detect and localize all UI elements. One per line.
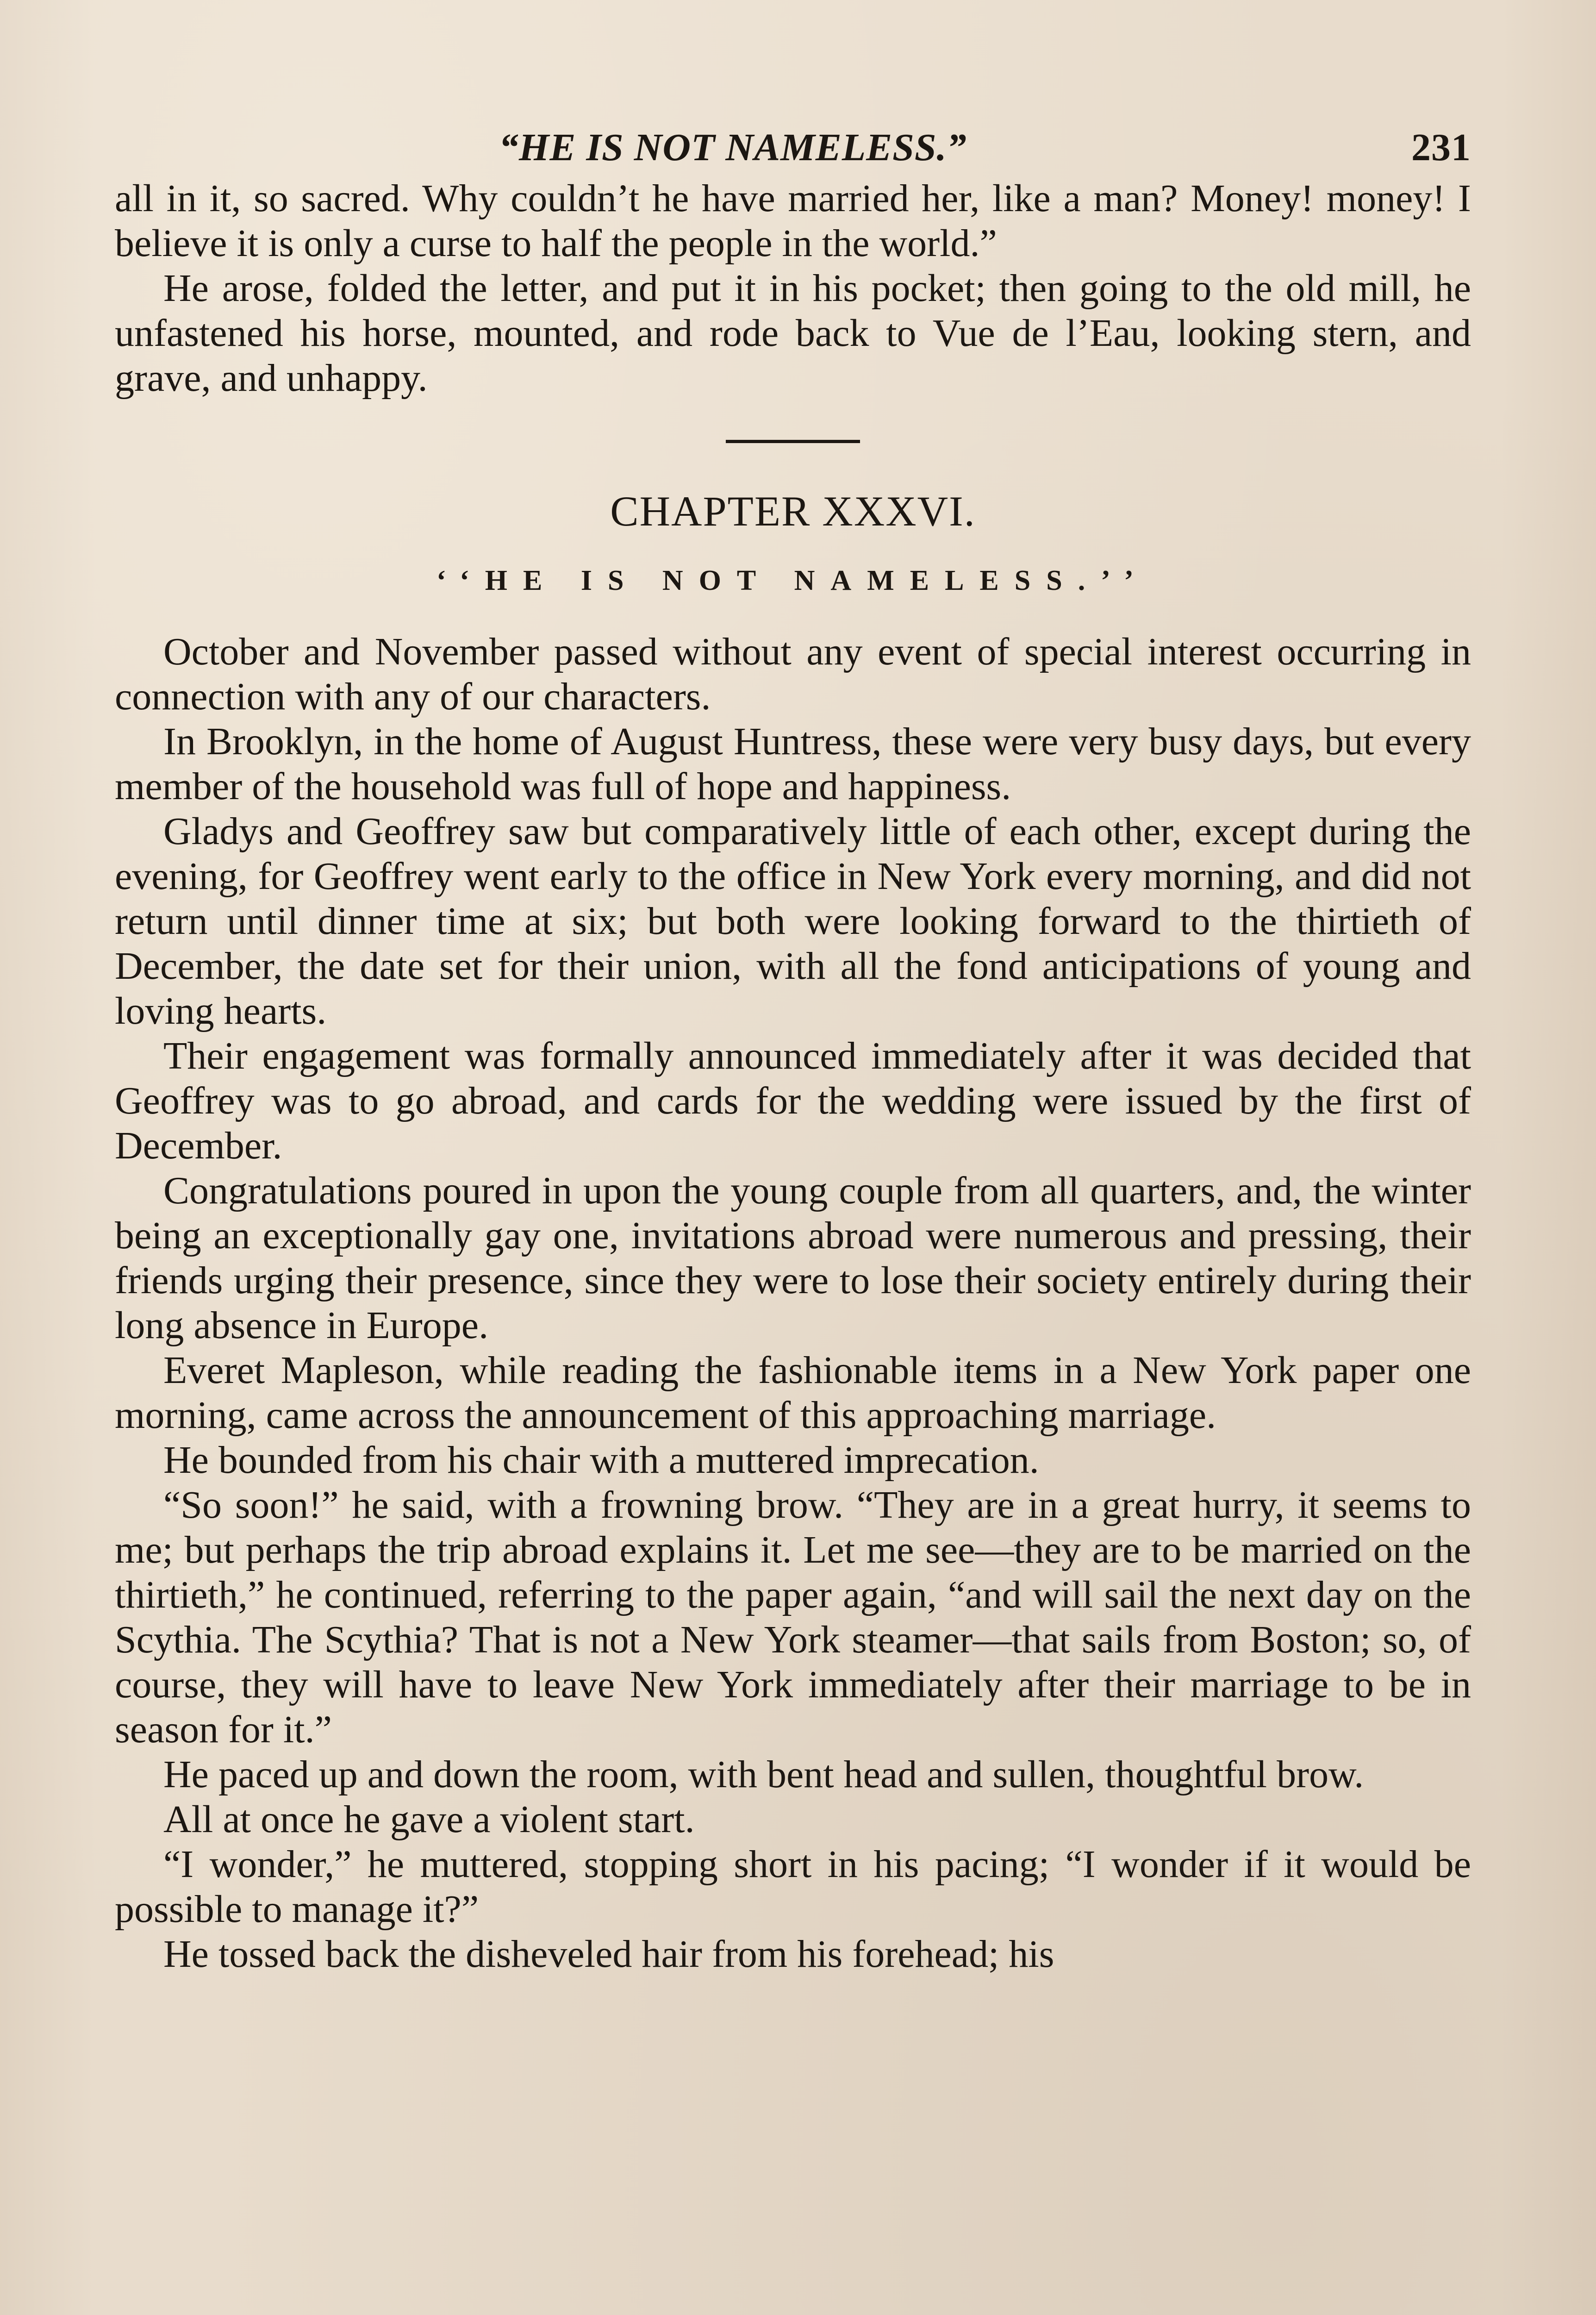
paragraph: all in it, so sacred. Why couldn’t he have married her, like a man? Money! money! I believe it is only a curse to half the people in the world.” <box>115 177 1471 265</box>
paragraph: “So soon!” he said, with a frowning brow. “They are in a great hurry, it seems to me; but perhaps the trip abroad explains it. Let me see—they are to be married on the thirtieth,” he continued, referring to the paper again, “and will sail the next day on the Scythia. The Scythia? That is not a New York steamer—that sails from Boston; so, of course, they will have to leave New York immediately after their marriage to be in season for it.” <box>115 1483 1471 1751</box>
section-gap <box>115 599 1471 629</box>
paragraph: “I wonder,” he muttered, stopping short in his pacing; “I wonder if it would be possible to manage it?” <box>115 1843 1471 1931</box>
page-number: 231 <box>1411 126 1471 169</box>
paragraph: Their engagement was formally announced immediately after it was decided that Geoffrey was to go abroad, and cards for the wedding were issued by the first of December. <box>115 1034 1471 1167</box>
paragraph: October and November passed without any event of special interest occurring in connection with any of our characters. <box>115 630 1471 718</box>
paragraph: Everet Mapleson, while reading the fashionable items in a New York paper one morning, came across the announcement of this approaching marriage. <box>115 1349 1471 1437</box>
book-page <box>115 125 1471 1977</box>
paragraph: He bounded from his chair with a muttered imprecation. <box>163 1439 1039 1482</box>
running-header <box>115 125 1471 176</box>
paragraph: Gladys and Geoffrey saw but comparatively little of each other, except during the evening, for Geoffrey went early to the office in New York every morning, and did not return until dinner time at six; but both were looking forward to the thirtieth of December, the date set for their union, with all the fond anticipations of young and loving hearts. <box>115 810 1471 1032</box>
paragraph: He arose, folded the letter, and put it in his pocket; then going to the old mill, he unfastened his horse, mounted, and rode back to Vue de l’Eau, looking stern, and grave, and unhappy. <box>115 267 1471 400</box>
paragraph: He paced up and down the room, with bent head and sullen, thoughtful brow. <box>163 1753 1364 1796</box>
running-title: “HE IS NOT NAMELESS.” <box>499 126 967 169</box>
paragraph: All at once he gave a violent start. <box>163 1798 695 1841</box>
paragraph: Congratulations poured in upon the young couple from all quarters, and, the winter being an exceptionally gay one, invitations abroad were numerous and pressing, their friends urging their presence, since they were to lose their society entirely during their long absence in Europe. <box>115 1169 1471 1347</box>
paragraph: He tossed back the disheveled hair from his forehead; his <box>163 1933 1054 1976</box>
paragraph: In Brooklyn, in the home of August Huntress, these were very busy days, but every member of the household was full of hope and happiness. <box>115 720 1471 808</box>
chapter-title: CHAPTER XXXVI. <box>610 488 976 535</box>
chapter-subtitle: ‘‘HE IS NOT NAMELESS.’’ <box>436 565 1149 596</box>
section-divider <box>726 440 860 443</box>
